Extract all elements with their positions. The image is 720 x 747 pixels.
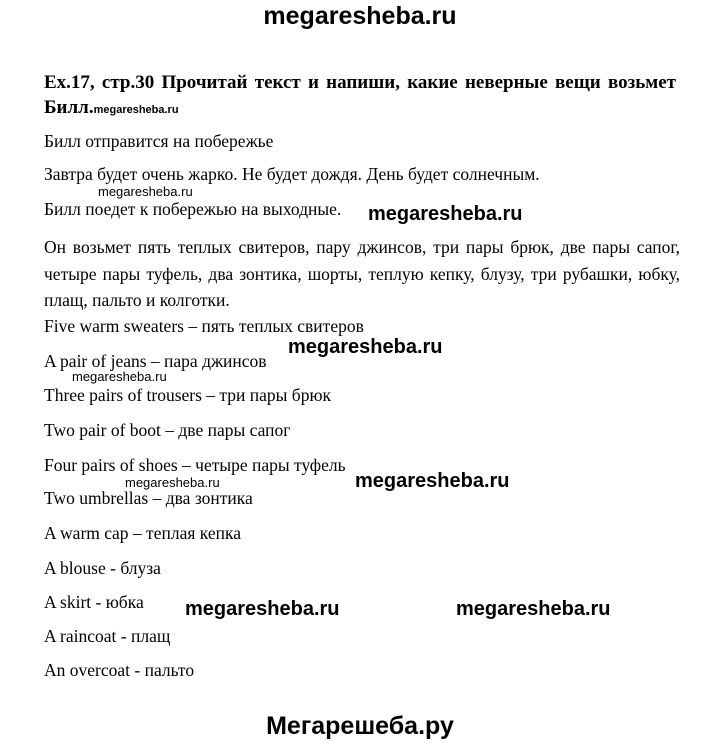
items-paragraph: Он возьмет пять теплых свитеров, пару джинсов, три пары брюк, две пары сапог, четыре пары туфель, два зонтика, шорты, теплую кепку, блузу, три рубашки, юбку, плащ, пальто и колготки. xyxy=(44,237,680,310)
answer-5: Four pairs of shoes – четыре пары туфель xyxy=(44,455,346,475)
watermark-small-3: megaresheba.ru xyxy=(125,475,220,490)
answer-8: A blouse - блуза xyxy=(44,558,161,578)
watermark-small-1: megaresheba.ru xyxy=(98,184,193,199)
watermark-large-1: megaresheba.ru xyxy=(368,203,523,225)
watermark-large-5: megaresheba.ru xyxy=(456,598,611,620)
text-heading: Билл отправится на побережье xyxy=(44,131,274,151)
exercise-title-text: Ex.17, стр.30 Прочитай текст и напиши, какие неверные вещи возьмет Билл. xyxy=(44,72,676,118)
text-weekend: Билл поедет к побережью на выходные. xyxy=(44,199,342,219)
watermark-large-4: megaresheba.ru xyxy=(185,598,340,620)
answer-3: Three pairs of trousers – три пары брюк xyxy=(44,385,332,405)
answer-7: A warm cap – теплая кепка xyxy=(44,523,241,543)
answer-10: A raincoat - плащ xyxy=(44,626,171,646)
answer-9: A skirt - юбка xyxy=(44,592,144,612)
site-footer: Мегарешеба.ру xyxy=(266,712,454,740)
answer-1: Five warm sweaters – пять теплых свитеров xyxy=(44,316,364,336)
exercise-title xyxy=(44,70,676,123)
watermark-small-2: megaresheba.ru xyxy=(72,369,167,384)
text-weather: Завтра будет очень жарко. Не будет дождя. День будет солнечным. xyxy=(44,164,540,184)
watermark-large-2: megaresheba.ru xyxy=(288,336,443,358)
answer-11: An overcoat - пальто xyxy=(44,660,195,680)
inline-watermark: megaresheba.ru xyxy=(93,104,179,116)
answer-6: Two umbrellas – два зонтика xyxy=(44,488,253,508)
answer-2: A pair of jeans – пара джинсов xyxy=(44,351,267,371)
site-header: megaresheba.ru xyxy=(263,2,457,30)
watermark-large-3: megaresheba.ru xyxy=(355,470,510,492)
answer-4: Two pair of boot – две пары сапог xyxy=(44,420,291,440)
